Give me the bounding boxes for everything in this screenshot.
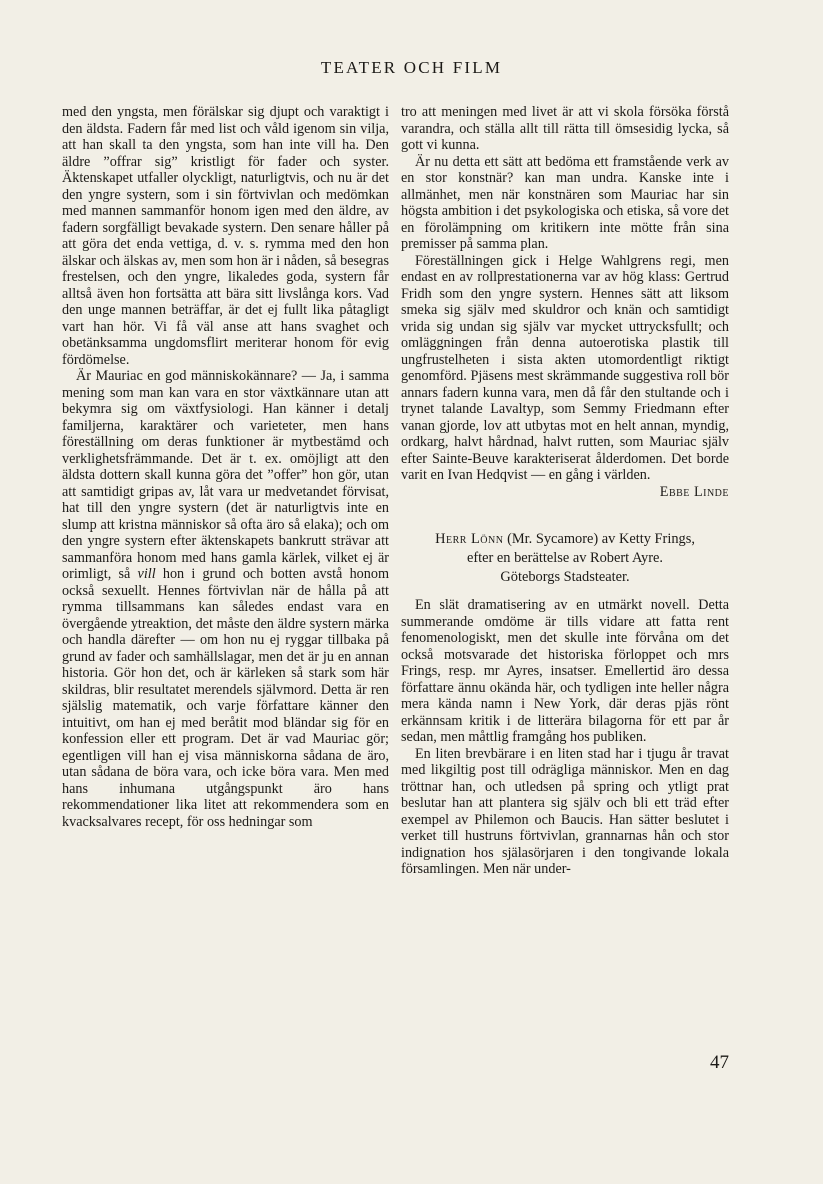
- page-number: 47: [710, 1052, 729, 1073]
- paragraph-text: Är Mauriac en god människokännare? — Ja, i samma mening som man kan vara en stor växtkännare utan att bekymra sig om växtfysiologi. Han känner i detalj familjerna, karaktärer och varieteter, men hans föreställning om deras funktioner är mytbestämd och verklighetsfrämmande. Det är t. ex. omöjligt att den äldsta dottern skall kunna göra det ”offer” hon gör, utan att samtidigt gripas av, låt vara ur medvetandet förvisat, hat till den yngre systern (det är naturligtvis inte en slump att kristna människor så ofta äro så elaka); och om den yngre systern efter äktenskapets bankrutt strävar att sammanföra honom med hans gamla kärlek, vilket ej är orimligt, så: [62, 368, 389, 582]
- paragraph: med den yngsta, men förälskar sig djupt och varaktigt i den äldsta. Fadern får med list och våld igenom sin vilja, att han skall ta den yngsta, som han inte vill ha. Den äldre ”offrar sig” kristligt för fader och syster. Äktenskapet utfaller olyckligt, naturligtvis, och nu är det den yngre systern, som i sin förtvivlan och medömkan med mannen sammanför honom igen med den äldre, av fadern sorgfälligt bevakade systern. Den senare håller på att göra det enda vettiga, d. v. s. rymma med den hon älskar och älskas av, men som hon är i nåden, så besegras frestelsen, och den yngre, likaledes goda, systern får alltså även hon fortsätta att bära sitt livslånga kors. Vad den unge mannen beträffar, är det ej fullt lika påtagligt vart han hör. Vi få väl anse att hans svaghet och obetänksamma ungdomsflirt meriterar honom för evig fördömelse.: [62, 104, 389, 368]
- review-title-rest: (Mr. Sycamore) av Ketty Frings,: [507, 531, 695, 547]
- paragraph: En liten brevbärare i en liten stad har i tjugu år travat med likgiltig post till odrägliga människor. Men en dag tröttnar han, och utledsen på spring och ytligt prat beslutar han att plantera sig själv och bli ett träd efter exempel av Philemon och Baucis. Han sätter beslutet i verket till hustruns förtvivlan, grannarnas hån och stor indignation hos själasörjaren i den tongivande lokala församlingen. Men när under-: [401, 745, 729, 877]
- paragraph: tro att meningen med livet är att vi skola försöka förstå varandra, och ställa allt till rätta till ömsesidig lycka, så gott vi kunna.: [401, 104, 729, 153]
- paragraph: Föreställningen gick i Helge Wahlgrens regi, men endast en av rollprestationerna var av hög klass: Gertrud Fridh som den yngre systern. Hennes sätt att liksom smeka sig själv med skuldror och knän och samtidigt vrida sig undan sig själv var mycket uttrycksfullt; och omläggningen från denna autoerotiska plastik till ungfrustelheten i sista akten utomordentligt riktigt genomförd. Pjäsens mest skrämmande suggestiva roll bör annars fadern kunna vara, men då får den stultande och i trynet talande Lavaltyp, som Semmy Friedmann efter vanan gjorde, lov att utbytas mot en helt annan, myndig, ordkarg, halvt hårdnad, halvt rutten, som Mauriac själv efter Sainte-Beuve karakteriserat ålderdomen. Det borde varit en Ivan Hedqvist — en gång i världen.: [401, 252, 729, 483]
- paragraph: Är nu detta ett sätt att bedöma ett framstående verk av en stor konstnär? kan man undra. Kanske inte i allmänhet, men när konstnären som Mauriac har sin högsta ambition i det psykologiska och etiska, så vore det en förolämpning om kritikern inte mötte från sina premisser på samma plan.: [401, 153, 729, 252]
- emphasis: vill: [137, 566, 156, 582]
- paragraph-text: hon i grund och botten avstå honom också sexuellt. Hennes förtvivlan när de hålla på att rymma tillsammans kan således endast vara en övergående ytreaktion, det måste den äldre systern märka och handla därefter — om hon nu ej ryggar tillbaka på grund av fader och samhällslagar, men det är ju en annan historia. Gör hon det, och är kärleken så stark som här skildras, blir resultatet merendels självmord. Detta är ren själslig matematik, och varje författare känner den intuitivt, om han ej med beråtit mod bländar sig för en konfession eller ett program. Det är vad Mauriac gör; egentligen vill han ej visa människorna sådana de äro, utan sådana de böra vara, och icke böra vara. Men med hans inhumana utgångspunkt äro hans rekommendationer lika litet att rekommendera som en kvacksalvares recept, för oss hedningar som: [62, 566, 389, 830]
- paragraph: [62, 368, 389, 830]
- running-header: TEATER OCH FILM: [320, 58, 503, 77]
- review-play-title: Herr Lönn: [435, 531, 504, 547]
- left-column: [62, 104, 389, 830]
- author-signature: Ebbe Linde: [659, 483, 729, 500]
- paragraph: En slät dramatisering av en utmärkt novell. Detta summerande omdöme är tills vidare att fatta rent fenomenologiskt, men det skulle inte förvåna om det också motsvarade det historiska förloppet och mrs Frings, resp. mr Ayres, insatser. Emellertid äro dessa författare ännu okända här, och tydligen inte heller några mera kända namn i New York, där deras pjäs rönt erkännsam kritik i de litterära bilagorna för ett par år sedan, men måttlig framgång hos publiken.: [401, 597, 729, 745]
- right-column: [401, 104, 729, 878]
- review-title-line2: efter en berättelse av Robert Ayre.: [466, 550, 664, 566]
- review-title-line3: Göteborgs Stadsteater.: [500, 569, 630, 585]
- review-title: [401, 530, 729, 587]
